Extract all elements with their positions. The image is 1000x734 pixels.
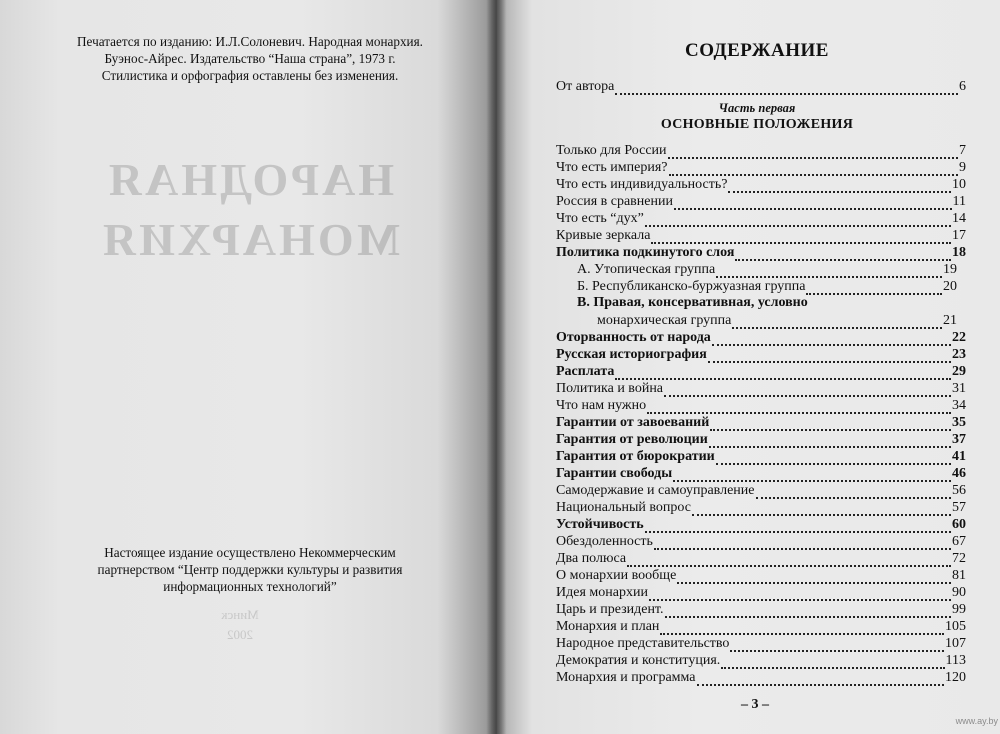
toc-entry [556,142,966,159]
toc-entry [556,227,966,244]
toc-entry-title: Политика и война [556,381,664,396]
toc-entry [556,176,966,193]
toc-entry-page: 19 [943,262,957,277]
toc-entry [556,618,966,635]
toc-leader [710,419,951,431]
toc-entry-title: Русская историография [556,347,707,362]
toc-entry-title: Б. Республиканско-буржуазная группа [577,279,806,294]
toc-entry-title: Что есть “дух” [556,211,644,226]
toc-entry [556,516,966,533]
toc-entry-page: 46 [952,466,966,481]
toc-entry [556,669,966,686]
show-through-line: 2002 [227,627,253,642]
publisher-line: информационных технологий” [163,579,337,594]
toc-leader [716,266,942,278]
toc-leader [677,572,951,584]
toc-entry-page: 56 [952,483,966,498]
toc-leader [732,317,942,329]
toc-entry-page: 57 [952,500,966,515]
toc-entry-title: От автора [556,79,615,94]
toc-leader [806,283,942,295]
show-through-title [60,150,440,270]
toc-heading: СОДЕРЖАНИЕ [685,40,829,61]
publisher-line: Настоящее издание осуществлено Некоммерческим [104,545,396,560]
toc-leader [721,657,944,669]
toc-entry [556,448,966,465]
toc-entry-title: Устойчивость [556,517,644,532]
show-through-imprint [195,605,285,645]
toc-subentry [597,312,957,329]
toc-leader [674,198,952,210]
toc-leader [730,640,944,652]
toc-entry-page: 9 [959,160,966,175]
toc-entry-title: Расплата [556,364,615,379]
toc-entry [556,465,966,482]
toc-leader [668,147,958,159]
toc-entry-title: Два полюса [556,551,627,566]
toc-leader [712,334,951,346]
toc-leader [708,351,951,363]
toc-entry-page: 20 [943,279,957,294]
publisher-note [30,544,470,595]
toc-leader [664,385,951,397]
imprint-line: Стилистика и орфография оставлены без изменения. [101,68,399,83]
toc-entry [556,193,966,210]
toc-leader [649,589,951,601]
toc-entry-title: Что есть индивидуальность? [556,177,728,192]
toc-entry [556,329,966,346]
toc-entry-intro [556,78,966,95]
toc-entry-title: Гарантии свободы [556,466,673,481]
toc-entry-title: Россия в сравнении [556,194,673,209]
publisher-line: партнерством “Центр поддержки культуры и развития [97,562,403,577]
toc-subentry [577,261,957,278]
toc-leader [654,538,951,550]
toc-leader [756,487,952,499]
toc-entry-page: 17 [952,228,966,243]
imprint-line: Печатается по изданию: И.Л.Солоневич. Народная монархия. [77,34,423,49]
show-through-line: МОНАРХИЯ [99,214,401,265]
toc-entry-title: Гарантия от бюрократии [556,449,715,464]
toc-entry-page: 14 [952,211,966,226]
toc-entry-title: Кривые зеркала [556,228,651,243]
toc-leader [645,521,951,533]
toc-subentry [577,278,957,295]
imprint-line: Буэнос-Айрес. Издательство “Наша страна”, 1973 г. [104,51,396,66]
toc-entry-page: 29 [952,364,966,379]
toc-entry-page: 23 [952,347,966,362]
toc-entry [556,550,966,567]
toc-entry-page: 11 [952,194,966,209]
toc-leader [692,504,951,516]
toc-entry-page: 18 [952,245,966,260]
toc-entry-page: 107 [945,636,966,651]
toc-leader [647,402,951,414]
toc-entry [556,397,966,414]
toc-leader [645,215,951,227]
toc-entry-page: 113 [945,653,966,668]
toc-leader [615,83,958,95]
toc-entry [556,414,966,431]
toc-leader [735,249,951,261]
toc-leader [673,470,951,482]
toc-entry-page: 10 [952,177,966,192]
toc-leader [651,232,951,244]
show-through-line: Минск [221,607,259,622]
toc-entry-title: Национальный вопрос [556,500,691,515]
toc-entry-page: 72 [952,551,966,566]
toc-entry [556,482,966,499]
toc-entry [556,159,966,176]
toc-entry-page: 22 [952,330,966,345]
toc-leader [728,181,951,193]
toc-entry-page: 21 [943,313,957,328]
toc-entry [556,499,966,516]
toc-entry [556,601,966,618]
toc-entry-title: Народное представительство [556,636,730,651]
toc-entry-title: Монархия и план [556,619,660,634]
part-title: ОСНОВНЫЕ ПОЛОЖЕНИЯ [660,117,854,132]
toc-entry [556,244,966,261]
imprint-note [30,33,470,84]
toc-entry-page: 34 [952,398,966,413]
toc-leader [709,436,951,448]
show-through-line: НАРОДНАЯ [105,154,395,205]
toc-entry [556,346,966,363]
toc-entry-title: Гарантия от революции [556,432,708,447]
toc-leader [716,453,951,465]
toc-entry [556,567,966,584]
toc-leader [665,606,952,618]
toc-entry-title: Политика подкинутого слоя [556,245,735,260]
toc-leader [627,555,951,567]
toc-entry [556,635,966,652]
toc-entry-page: 41 [952,449,966,464]
toc-entry-title: О монархии вообще [556,568,677,583]
toc-entry-page: 105 [945,619,966,634]
toc-entry [556,210,966,227]
toc-entry [556,363,966,380]
toc-entry-page: 35 [952,415,966,430]
toc-entry-title: Самодержавие и самоуправление [556,483,755,498]
toc-entry-title: Что есть империя? [556,160,668,175]
toc-entry-page: 67 [952,534,966,549]
toc-leader [660,623,944,635]
toc-leader [669,164,958,176]
part-label: Часть первая [718,101,796,115]
site-watermark: www.ay.by [955,716,998,726]
toc-entry-title: Что нам нужно [556,398,647,413]
toc-subentry-continued [577,295,957,312]
toc-entry [556,584,966,601]
toc-entry-page: 81 [952,568,966,583]
toc-entry-title: Гарантии от завоеваний [556,415,710,430]
toc-entry-title: Демократия и конституция. [556,653,721,668]
toc-entry-title: Оторванность от народа [556,330,711,345]
toc-entry-title: Царь и президент. [556,602,664,617]
toc-leader [615,368,951,380]
toc-entry-page: 7 [959,143,966,158]
toc-entry-title: Монархия и программа [556,670,696,685]
toc-entry [556,380,966,397]
toc-entry-title: Обездоленность [556,534,653,549]
toc-entry-title: Только для России [556,143,667,158]
toc-entry-page: 37 [952,432,966,447]
toc-entry-page: 120 [945,670,966,685]
toc-entry-page: 90 [952,585,966,600]
toc-entry [556,533,966,550]
toc-entry-title: монархическая группа [597,313,732,328]
toc-entry [556,431,966,448]
book-gutter [486,0,506,734]
toc-entry-page: 31 [952,381,966,396]
toc-entry-page: 99 [952,602,966,617]
toc-entry-page: 6 [959,79,966,94]
toc-entry-page: 60 [952,517,966,532]
toc-entry [556,652,966,669]
toc-entry-title: А. Утопическая группа [577,262,716,277]
toc-entry-title: В. Правая, консервативная, условно [577,295,808,310]
toc-entry-title: Идея монархии [556,585,648,600]
page-number: – 3 – [741,697,769,712]
toc-leader [697,674,944,686]
